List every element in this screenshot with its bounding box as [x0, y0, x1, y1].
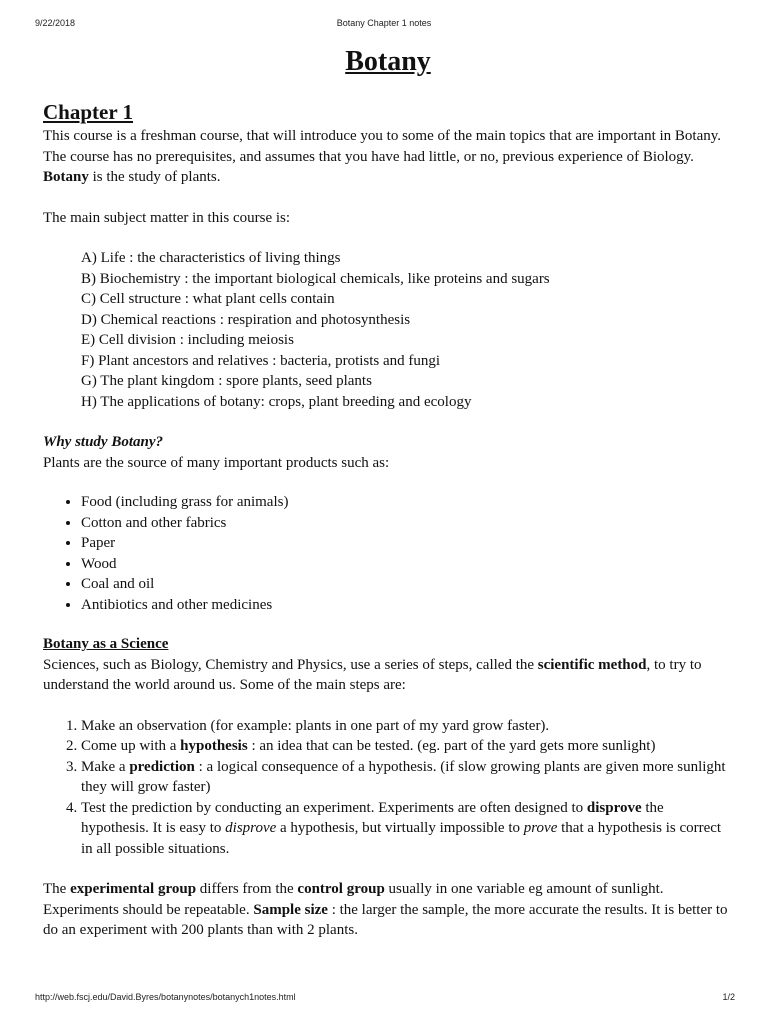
- list-item: • Coal and oil: [81, 574, 733, 595]
- list-item: H) The applications of botany: crops, plant breeding and ecology: [81, 393, 472, 410]
- step-bold-term: hypothesis: [180, 738, 248, 754]
- final-bold-term: control group: [297, 881, 385, 897]
- step-text: that a hypothesis is correct in all possible situations.: [81, 820, 722, 857]
- science-heading: Botany as a Science: [43, 636, 169, 652]
- step-item: [81, 716, 733, 737]
- final-text: differs from the: [196, 881, 298, 897]
- why-heading: Why study Botany?: [43, 434, 164, 450]
- list-item: A) Life : the characteristics of living things: [81, 250, 341, 266]
- step-text: Make an observation (for example: plants in one part of my yard grow faster).: [81, 717, 550, 734]
- intro-text: This course is a freshman course, that will introduce you to some of the main topics that are important in Botany. The course has no prerequisites, and assumes that you have had little, or no, previous experience of Biology.: [43, 128, 722, 165]
- list-item: • Cotton and other fabrics: [81, 513, 733, 534]
- science-bold-term: scientific method: [537, 656, 647, 673]
- step-text: a hypothesis, but virtually impossible to: [276, 820, 524, 836]
- step-item: [81, 736, 733, 757]
- step-text: : a logical consequence of a hypothesis. (if slow growing plants are given more sunlight they will grow faster): [81, 758, 726, 795]
- final-text: usually in one variable eg amount of sunlight. Experiments should be repeatable.: [43, 881, 664, 918]
- intro-bold-term: Botany: [43, 169, 89, 185]
- chapter-heading: Chapter 1: [43, 100, 134, 124]
- step-text: Come up with a: [81, 738, 181, 754]
- list-item: F) Plant ancestors and relatives : bacteria, protists and fungi: [81, 352, 441, 369]
- final-bold-term: Sample size: [253, 901, 328, 918]
- science-text: Sciences, such as Biology, Chemistry and Physics, use a series of steps, called the: [43, 656, 538, 673]
- list-item: • Food (including grass for animals): [81, 492, 733, 513]
- print-doc-title: Botany Chapter 1 notes: [336, 18, 432, 28]
- step-text: : an idea that can be tested. (eg. part of the yard gets more sunlight): [247, 738, 656, 754]
- list-item: E) Cell division : including meiosis: [81, 332, 294, 348]
- step-bold-term: disprove: [586, 799, 642, 816]
- topics-list: [43, 248, 733, 412]
- final-text: : the larger the sample, the more accurate the results. It is better to do an experiment with 200 plants than with 2 plants.: [43, 901, 728, 938]
- steps-list: [43, 716, 733, 860]
- list-item: B) Biochemistry : the important biological chemicals, like proteins and sugars: [81, 270, 550, 287]
- final-text: The: [43, 881, 71, 897]
- intro-text-end: is the study of plants.: [88, 169, 221, 185]
- final-paragraph: [43, 879, 733, 941]
- list-item: • Antibiotics and other medicines: [81, 595, 733, 616]
- step-item: [81, 798, 733, 860]
- science-text-end: , to try to understand the world around us. Some of the main steps are:: [43, 656, 702, 693]
- print-page-number: 1/2: [722, 992, 735, 1002]
- print-url: http://web.fscj.edu/David.Byres/botanynotes/botanych1notes.html: [35, 992, 296, 1002]
- print-footer: [0, 992, 768, 1006]
- why-intro: Plants are the source of many important products such as:: [43, 454, 390, 471]
- intro-paragraph: [43, 126, 733, 188]
- step-text: Test the prediction by conducting an experiment. Experiments are often designed to: [81, 799, 587, 816]
- products-list: [43, 492, 733, 615]
- list-item: G) The plant kingdom : spore plants, seed plants: [81, 373, 372, 389]
- print-header: [0, 18, 768, 32]
- list-item: • Wood: [81, 554, 733, 575]
- list-item: C) Cell structure : what plant cells contain: [81, 291, 335, 307]
- subject-intro: The main subject matter in this course is:: [43, 209, 291, 226]
- step-text: the hypothesis. It is easy to: [81, 799, 664, 836]
- list-item: D) Chemical reactions : respiration and photosynthesis: [81, 311, 411, 328]
- step-bold-term: prediction: [129, 758, 195, 775]
- science-paragraph: [43, 655, 733, 696]
- document-body: [43, 42, 733, 941]
- page-title: Botany: [345, 46, 431, 77]
- print-date: 9/22/2018: [35, 18, 76, 28]
- step-italic-term: prove: [523, 820, 558, 836]
- list-item: • Paper: [81, 533, 733, 554]
- step-text: Make a: [81, 758, 130, 775]
- step-item: [81, 757, 733, 798]
- step-italic-term: disprove: [225, 820, 277, 836]
- final-bold-term: experimental group: [70, 881, 197, 897]
